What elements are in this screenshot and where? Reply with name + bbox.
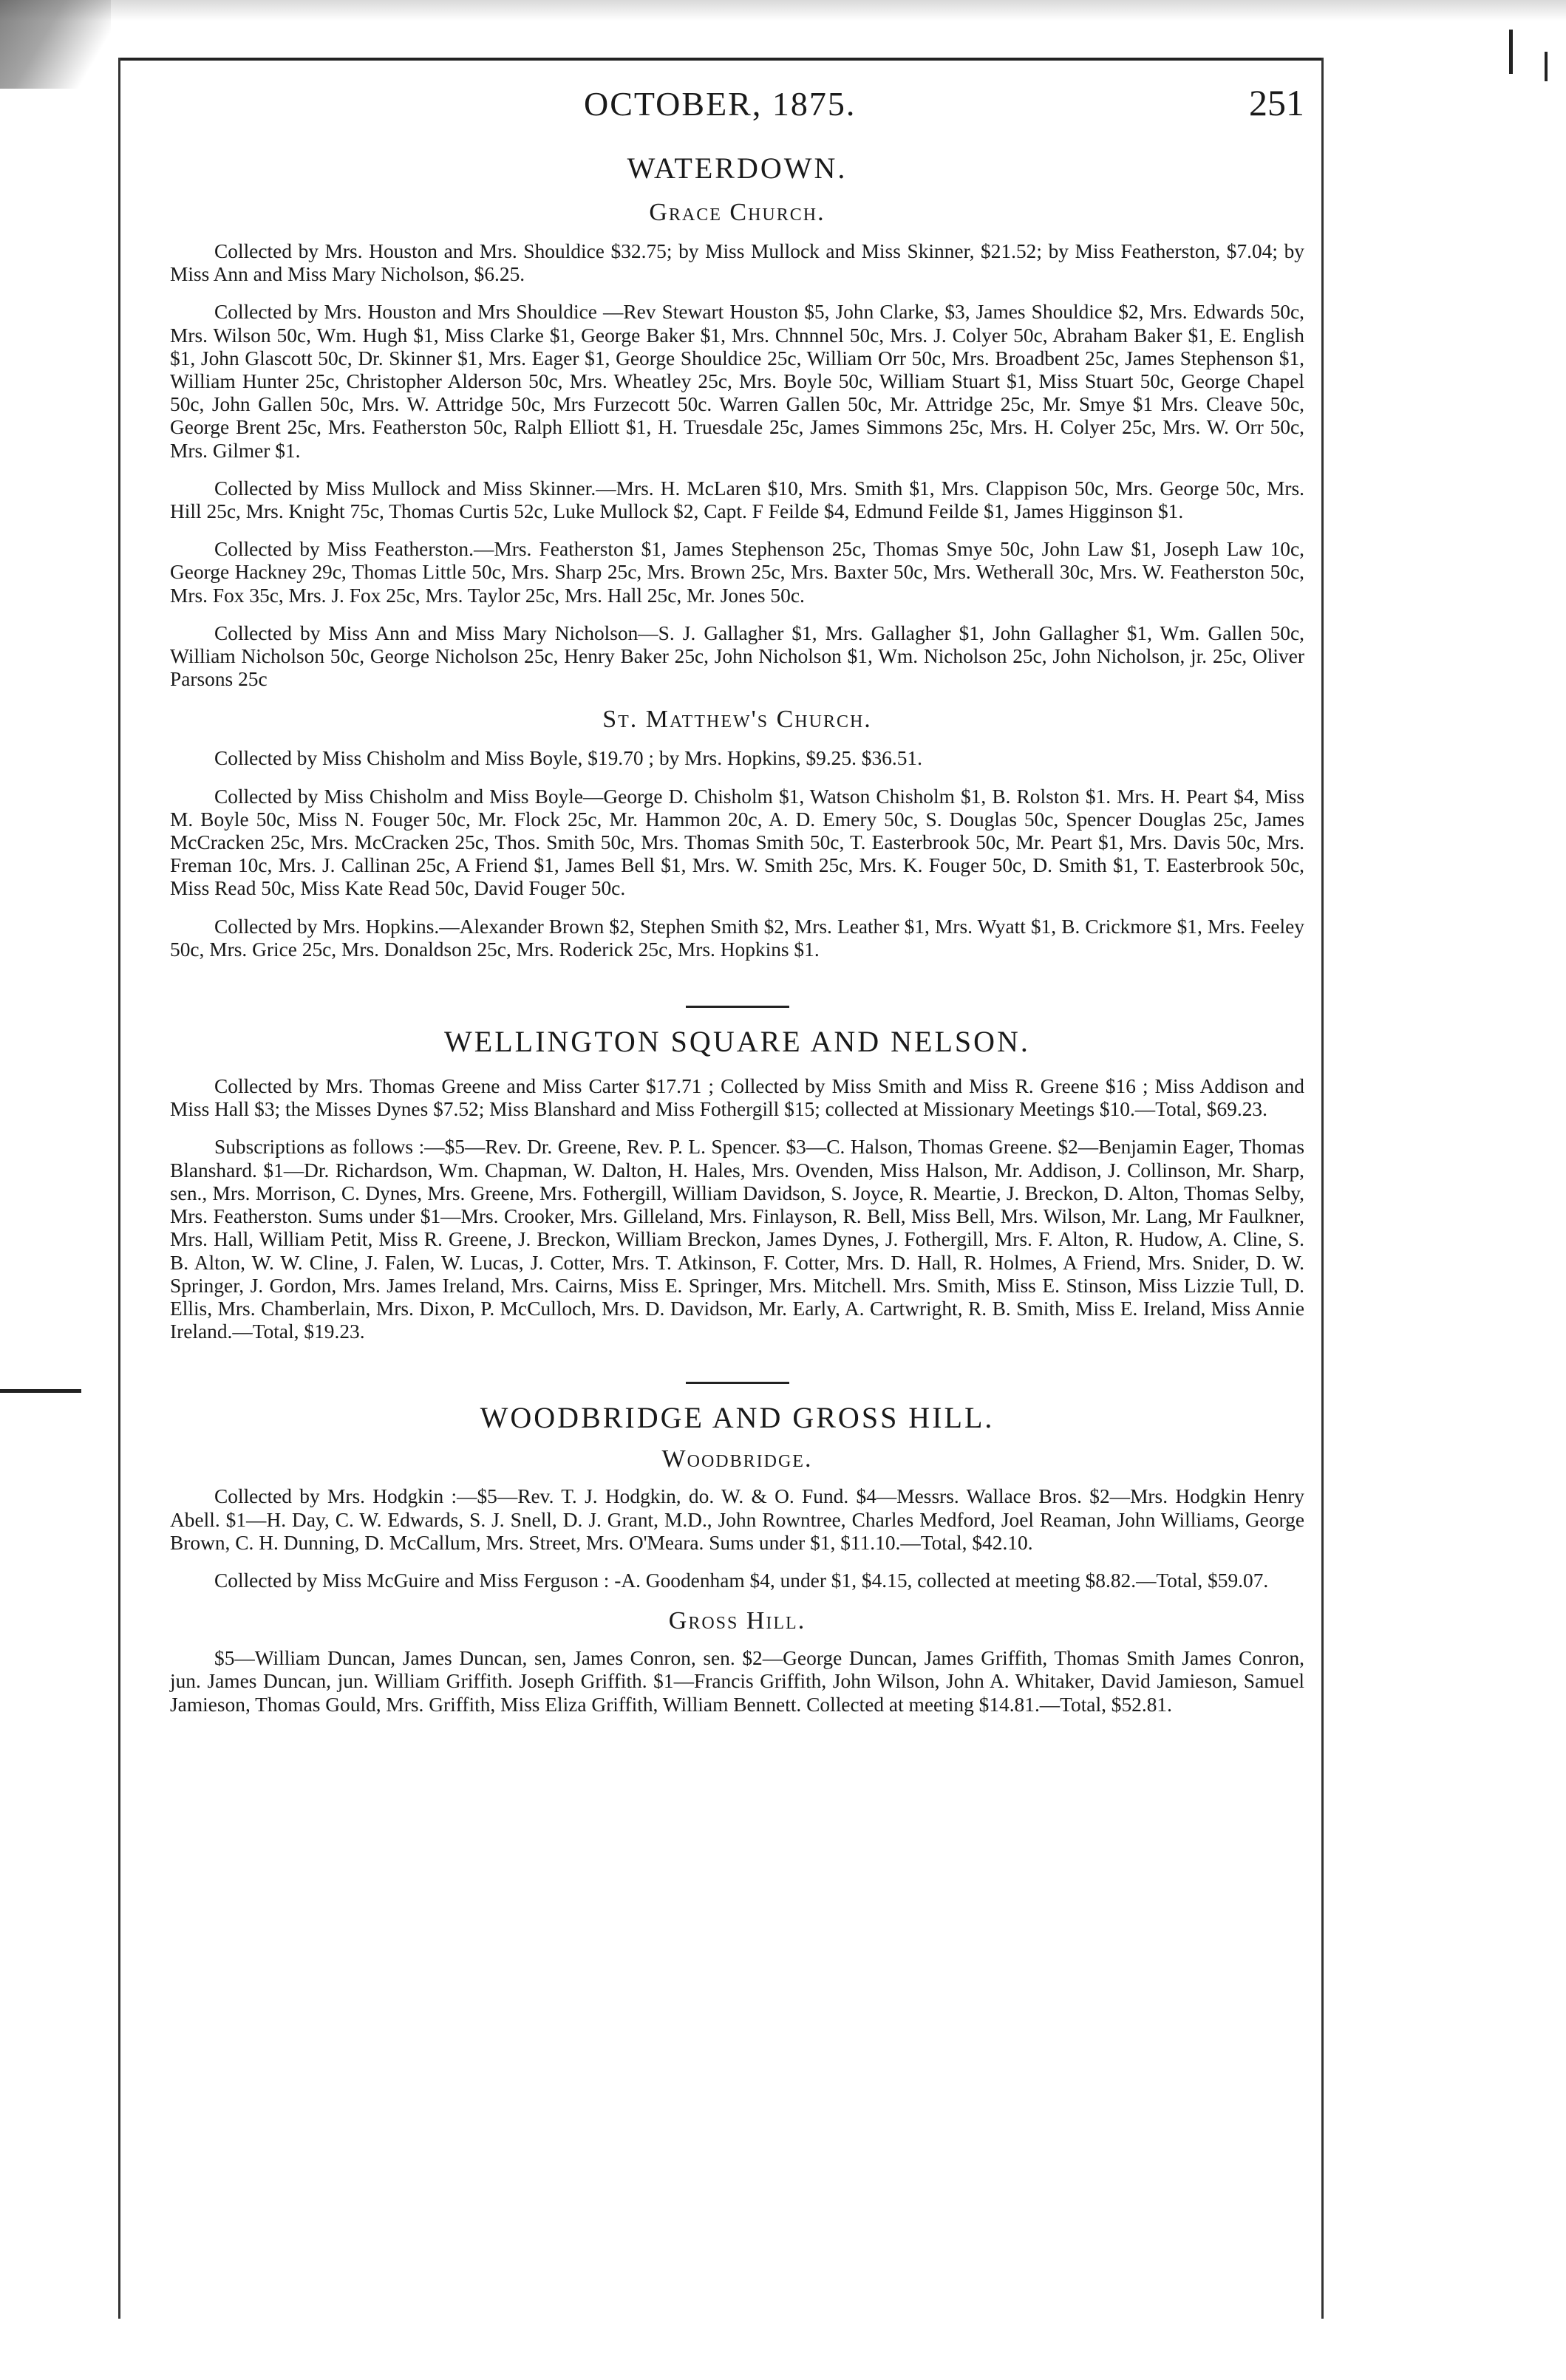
paragraph: Collected by Miss McGuire and Miss Ferguson : -A. Goodenham $4, under $1, $4.15, collected at meeting $8.82.—Total, $59.07. bbox=[214, 1569, 1269, 1592]
paragraph: Collected by Mrs. Houston and Mrs Shouldice —Rev Stewart Houston $5, John Clarke, $3, James Shouldice $2, Mrs. Edwards 50c, Mrs. Wilson 50c, Wm. Hugh $1, Miss Clarke $1, George Baker $1, Mrs. Chnnnel 50c, Mrs. J. Colyer 50c, Abraham Baker $1, E. English $1, John Glascott 50c, Dr. Skinner $1, Mrs. Eager $1, George Shouldice 25c, William Orr 50c, Mrs. Broadbent 25c, James Stephenson $1, William Hunter 25c, Christopher Alderson 50c, Mrs. Wheatley 25c, Mrs. Boyle 50c, William Stuart $1, Miss Stuart 50c, George Chapel 50c, John Gallen 50c, Mrs. W. Attridge 50c, Mrs Furzecott 50c. Warren Gallen 50c, Mr. Attridge 25c, Mr. Smye $1 Mrs. Cleave 50c, George Brent 25c, Mrs. Featherston 50c, Ralph Elliott $1, H. Truesdale 25c, James Simmons 25c, Mrs. H. Colyer 25c, Mrs. W. Orr 50c, Mrs. Gilmer $1. bbox=[170, 301, 1304, 462]
header-month: OCTOBER, 1875. bbox=[584, 85, 857, 123]
paragraph: Collected by Miss Mullock and Miss Skinner.—Mrs. H. McLaren $10, Mrs. Smith $1, Mrs. Clappison 50c, Mrs. George 50c, Mrs. Hill 25c, Mrs. Knight 75c, Thomas Curtis 52c, Luke Mullock $2, Capt. F Feilde $4, Edmund Feilde $1, James Higginson $1. bbox=[170, 477, 1304, 523]
subsection-gross-hill: Gross Hill. bbox=[668, 1607, 806, 1635]
paragraph: Collected by Miss Chisholm and Miss Boyle, $19.70 ; by Mrs. Hopkins, $9.25. $36.51. bbox=[214, 747, 922, 770]
scan-mark-left bbox=[0, 1389, 81, 1393]
scan-mark-right-2 bbox=[1545, 52, 1548, 81]
section-title-woodbridge: WOODBRIDGE AND GROSS HILL. bbox=[480, 1401, 995, 1435]
paragraph: Collected by Miss Ann and Miss Mary Nicholson—S. J. Gallagher $1, Mrs. Gallagher $1, John Gallagher $1, Wm. Gallen 50c, William Nicholson 50c, George Nicholson 25c, Henry Baker 25c, John Nicholson $1, Wm. Nicholson 25c, John Nicholson, jr. 25c, Oliver Parsons 25c bbox=[170, 621, 1304, 691]
running-header bbox=[170, 81, 1304, 145]
section-title-wellington-square: WELLINGTON SQUARE AND NELSON. bbox=[444, 1025, 1030, 1059]
section-divider bbox=[686, 1382, 789, 1384]
subsection-grace-church: Grace Church. bbox=[649, 199, 825, 226]
section-title-waterdown: WATERDOWN. bbox=[627, 151, 848, 185]
paragraph: Collected by Mrs. Hopkins.—Alexander Brown $2, Stephen Smith $2, Mrs. Leather $1, Mrs. Wyatt $1, B. Crickmore $1, Mrs. Feeley 50c, Mrs. Grice 25c, Mrs. Donaldson 25c, Mrs. Roderick 25c, Mrs. Hopkins $1. bbox=[170, 915, 1304, 961]
paragraph: Collected by Miss Featherston.—Mrs. Featherston $1, James Stephenson 25c, Thomas Smye 50c, John Law $1, Joseph Law 10c, George Hackney 29c, Thomas Little 50c, Mrs. Sharp 25c, Mrs. Brown 25c, Mrs. Baxter 50c, Mrs. Wetherall 30c, Mrs. W. Featherston 50c, Mrs. Fox 35c, Mrs. J. Fox 25c, Mrs. Taylor 25c, Mrs. Hall 25c, Mr. Jones 50c. bbox=[170, 538, 1304, 607]
page-border-left bbox=[118, 58, 120, 2319]
page-border-top bbox=[118, 58, 1323, 61]
paragraph: Subscriptions as follows :—$5—Rev. Dr. Greene, Rev. P. L. Spencer. $3—C. Halson, Thomas Greene. $2—Benjamin Eager, Thomas Blanshard. $1—Dr. Richardson, Wm. Chapman, W. Dalton, H. Hales, Mrs. Ovenden, Miss Halson, Mr. Addison, J. Collinson, Mr. Sharp, sen., Mrs. Morrison, C. Dynes, Mrs. Greene, Mrs. Fothergill, William Davidson, S. Joyce, R. Meartie, J. Breckon, D. Alton, Thomas Selby, Mrs. Featherston. Sums under $1—Mrs. Crooker, Mrs. Gilleland, Mrs. Finlayson, R. Bell, Miss Bell, Mrs. Wilson, Mr. Lang, Mr Faulkner, Mrs. Hall, William Petit, Miss R. Greene, J. Breckon, William Breckon, James Dynes, J. Fothergill, Mrs. F. Alton, R. Hudow, A. Cline, S. B. Alton, W. W. Cline, J. Falen, W. Lucas, J. Cotter, Mrs. T. Atkinson, F. Cotter, Mrs. D. Hall, R. Holmes, A Friend, Mrs. Snider, D. W. Springer, J. Gordon, Mrs. James Ireland, Mrs. Cairns, Miss E. Springer, Mrs. Mitchell. Mrs. Smith, Miss E. Stinson, Miss Lizzie Tull, D. Ellis, Mrs. Chamberlain, Mrs. Dixon, P. McCulloch, Mrs. D. Davidson, Mr. Early, A. Cartwright, R. B. Smith, Miss E. Ireland, Miss Annie Ireland.—Total, $19.23. bbox=[170, 1136, 1304, 1343]
paragraph: Collected by Mrs. Thomas Greene and Miss Carter $17.71 ; Collected by Miss Smith and Miss R. Greene $16 ; Miss Addison and Miss Hall $3; the Misses Dynes $7.52; Miss Blanshard and Miss Fothergill $15; collected at Missionary Meetings $10.—Total, $69.23. bbox=[170, 1075, 1304, 1121]
page-number: 251 bbox=[1249, 82, 1304, 123]
paragraph: $5—William Duncan, James Duncan, sen, James Conron, sen. $2—George Duncan, James Griffith, Thomas Smith James Conron, jun. James Duncan, jun. William Griffith. Joseph Griffith. $1—Francis Griffith, John Wilson, John A. Whitaker, David Jamieson, Samuel Jamieson, Thomas Gould, Mrs. Griffith, Miss Eliza Griffith, William Bennett. Collected at meeting $14.81.—Total, $52.81. bbox=[170, 1647, 1304, 1716]
paragraph: Collected by Miss Chisholm and Miss Boyle—George D. Chisholm $1, Watson Chisholm $1, B. Rolston $1. Mrs. H. Peart $4, Miss M. Boyle 50c, Miss N. Fouger 50c, Mr. Flock 25c, Mr. Hammon 20c, A. D. Emery 50c, S. Douglas 50c, Spencer Douglas 25c, James McCracken 25c, Mrs. McCracken 25c, Thos. Smith 50c, Mrs. Thomas Smith 50c, T. Easterbrook 50c, Mr. Peart $1, Mrs. Davis 50c, Mrs. Freman 10c, Mrs. J. Callinan 25c, A Friend $1, James Bell $1, Mrs. W. Smith 25c, Mrs. K. Fouger 50c, D. Smith $1, T. Easterbrook 50c, Miss Read 50c, Miss Kate Read 50c, David Fouger 50c. bbox=[170, 785, 1304, 900]
paragraph: Collected by Mrs. Hodgkin :—$5—Rev. T. J. Hodgkin, do. W. & O. Fund. $4—Messrs. Wallace Bros. $2—Mrs. Hodgkin Henry Abell. $1—H. Day, C. W. Edwards, S. J. Snell, D. J. Grant, M.D., John Rowntree, Charles Medford, Joel Reaman, John Williams, George Brown, C. H. Dunning, D. McCallum, Mrs. Street, Mrs. O'Meara. Sums under $1, $11.10.—Total, $42.10. bbox=[170, 1485, 1304, 1554]
subsection-st-matthews-church: St. Matthew's Church. bbox=[602, 706, 872, 734]
page-content bbox=[170, 81, 1304, 1731]
scan-mark-right-1 bbox=[1509, 30, 1513, 74]
scan-shadow bbox=[0, 0, 111, 89]
paragraph: Collected by Mrs. Houston and Mrs. Shouldice $32.75; by Miss Mullock and Miss Skinner, $21.52; by Miss Featherston, $7.04; by Miss Ann and Miss Mary Nicholson, $6.25. bbox=[170, 240, 1304, 286]
scan-edge-top bbox=[0, 0, 1566, 21]
subsection-woodbridge: Woodbridge. bbox=[661, 1445, 813, 1473]
section-divider bbox=[686, 1006, 789, 1008]
page-border-right bbox=[1321, 58, 1324, 2319]
